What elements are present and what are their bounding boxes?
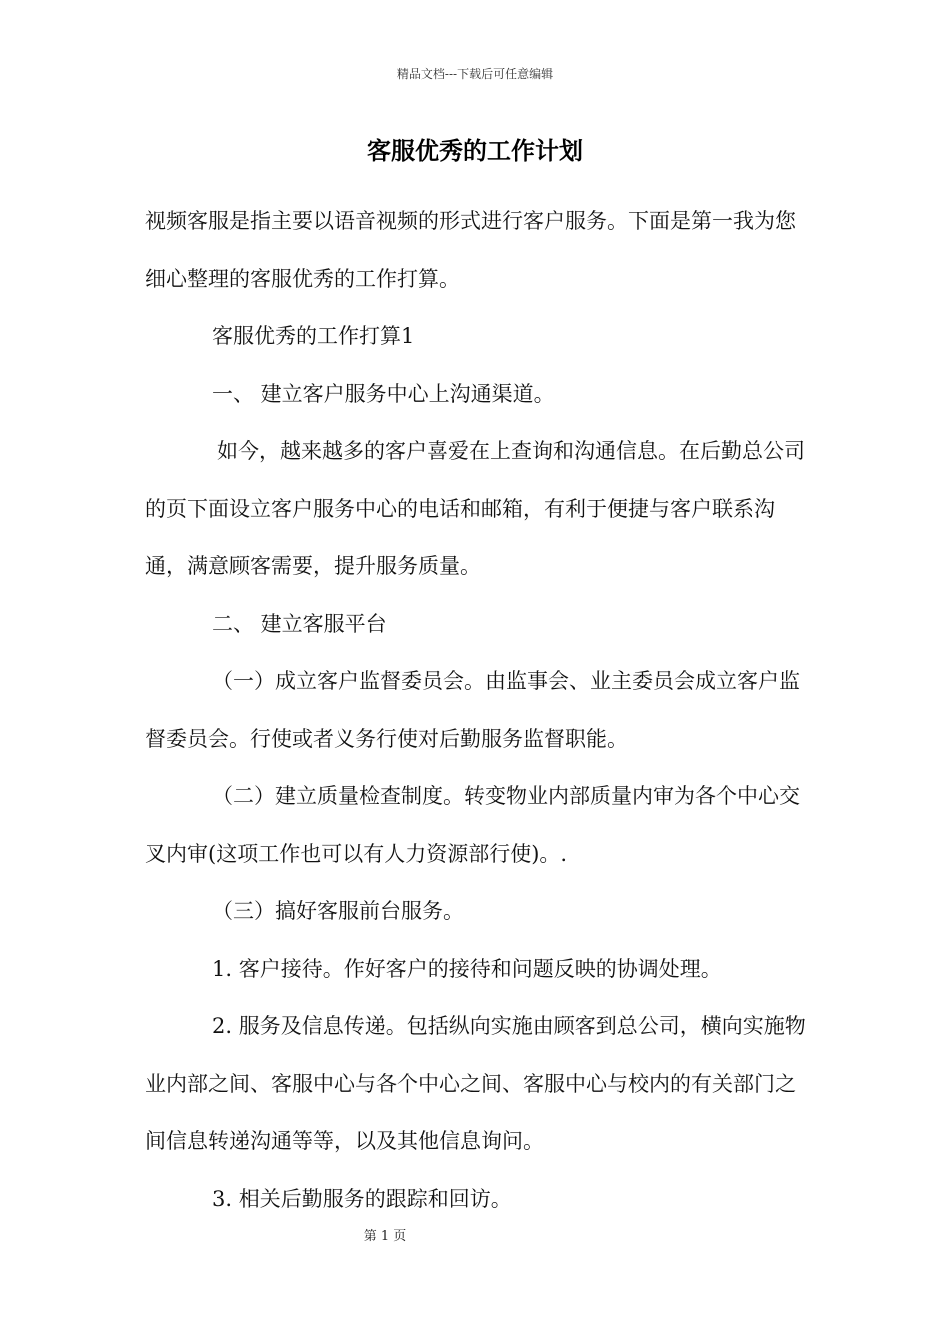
paragraph-quality-inspection: （二）建立质量检查制度。转变物业内部质量内审为各个中心交叉内审(这项工作也可以有人力资源部行使)。. — [145, 784, 800, 866]
paragraph-online-channel: 如今，越来越多的客户喜爱在上查询和沟通信息。在后勤总公司的页下面设立客户服务中心的电话和邮箱，有利于便捷与客户联系沟通，满意顾客需要，提升服务质量。 — [145, 439, 805, 578]
paragraph-item-three: 3. 相关后勤服务的跟踪和回访。 — [212, 1186, 512, 1211]
page-header: 精品文档---下载后可任意编辑 — [396, 67, 554, 81]
document-body — [145, 193, 810, 1228]
paragraph-section-two: 二、 建立客服平台 — [212, 611, 387, 636]
document-title: 客服优秀的工作计划 — [367, 136, 583, 165]
page-number: 第 1 页 — [363, 1229, 407, 1244]
paragraph-section-one: 一、 建立客户服务中心上沟通渠道。 — [212, 381, 555, 406]
paragraph-item-one: 1. 客户接待。作好客户的接待和问题反映的协调处理。 — [212, 956, 722, 981]
paragraph-intro: 视频客服是指主要以语音视频的形式进行客户服务。下面是第一我为您细心整理的客服优秀的工作打算。 — [145, 209, 796, 291]
paragraph-front-desk: （三）搞好客服前台服务。 — [212, 899, 464, 923]
paragraph-item-two: 2. 服务及信息传递。包括纵向实施由顾客到总公司，横向实施物业内部之间、客服中心与各个中心之间、客服中心与校内的有关部门之间信息转递沟通等等，以及其他信息询问。 — [145, 1014, 806, 1153]
paragraph-supervision-committee: （一）成立客户监督委员会。由监事会、业主委员会成立客户监督委员会。行使或者义务行使对后勤服务监督职能。 — [145, 669, 800, 751]
paragraph-plan-heading: 客服优秀的工作打算1 — [212, 324, 415, 348]
